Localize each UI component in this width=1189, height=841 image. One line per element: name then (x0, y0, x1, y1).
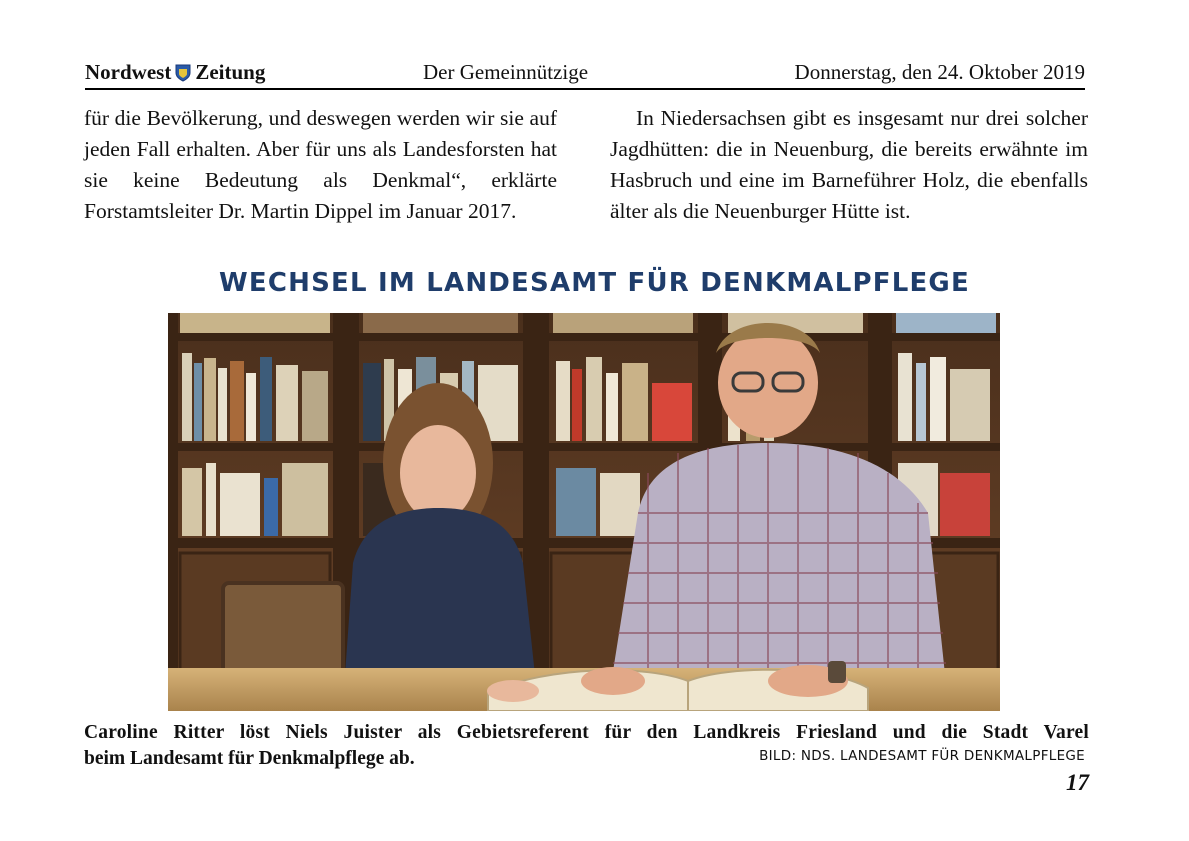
newspaper-brand (85, 60, 265, 85)
crest-icon (175, 64, 191, 82)
page-header (85, 56, 1085, 90)
portrait-photo-icon (168, 313, 1000, 711)
issue-date: Donnerstag, den 24. Oktober 2019 (794, 60, 1085, 84)
photo-caption (84, 720, 1089, 772)
article-headline: WECHSEL IM LANDESAMT FÜR DENKMALPFLEGE (219, 268, 970, 298)
article-column-left (84, 103, 557, 227)
header-rule (85, 88, 1085, 90)
left-column-text: für die Bevölkerung, und deswegen werden wir sie auf jeden Fall erhalten. Aber für uns als Landesforsten hat sie keine Bedeutung als Denkmal“, erklärte Forstamtsleiter Dr. Martin Dippel im Januar 2017. (84, 106, 557, 223)
article-photo (168, 313, 1000, 711)
brand-name-left: Nordwest (85, 60, 172, 84)
right-column-text: In Niedersachsen gibt es insgesamt nur drei solcher Jagdhütten: die in Neuenburg, die bereits erwähnte im Hasbruch und eine im Barneführer Holz, die ebenfalls älter als die Neuenburger Hütte ist. (610, 106, 1088, 223)
photo-credit: BILD: NDS. LANDESAMT FÜR DENKMALPFLEGE (759, 748, 1085, 764)
brand-name-right: Zeitung (195, 60, 266, 84)
caption-line-2: beim Landesamt für Denkmalpflege ab. (84, 748, 415, 769)
section-title: Der Gemeinnützige (423, 60, 589, 84)
article-column-right (610, 103, 1088, 227)
page-number: 17 (1066, 770, 1089, 795)
caption-line-1: Caroline Ritter löst Niels Juister als Gebietsreferent für den Landkreis Friesland und die Stadt Varel (84, 722, 1089, 743)
